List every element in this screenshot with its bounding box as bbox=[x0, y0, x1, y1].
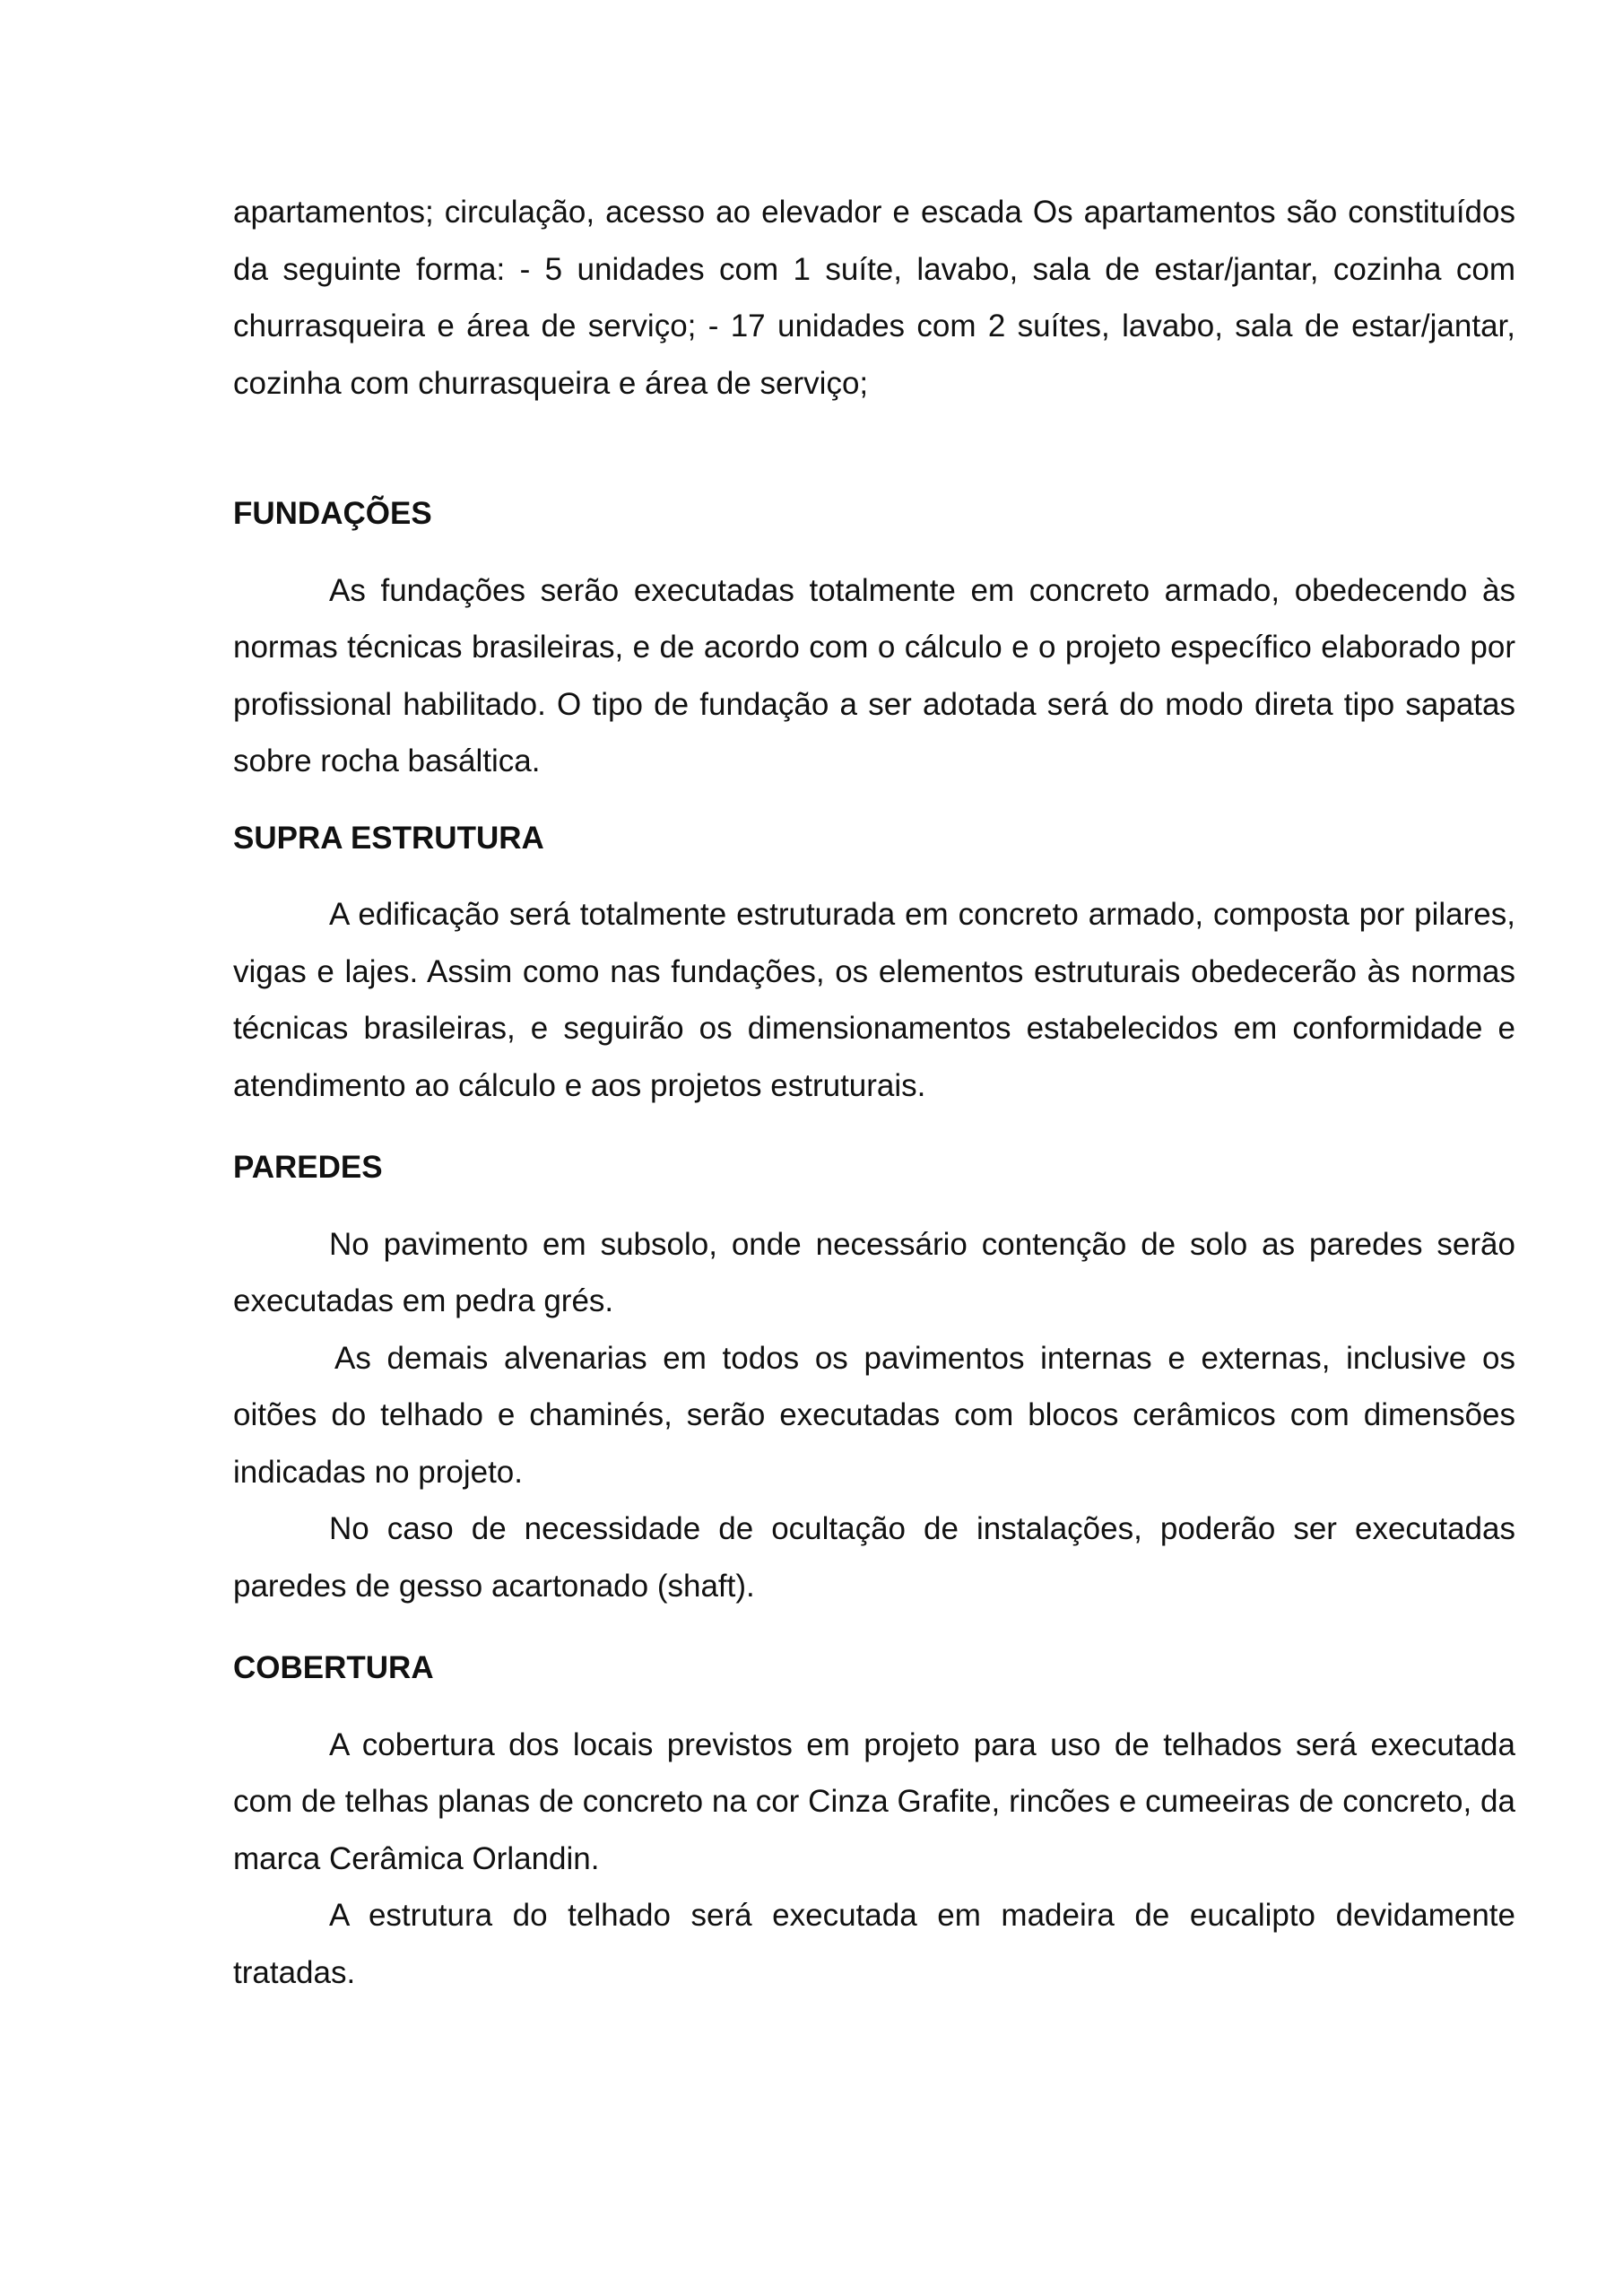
cobertura-paragraph-1: A cobertura dos locais previstos em projeto para uso de telhados será executada com de telhas planas de concreto na cor Cinza Grafite, rincões e cumeeiras de concreto, da marca Cerâmica Orlandin. bbox=[233, 1726, 1515, 1876]
paredes-paragraph-3: No caso de necessidade de ocultação de instalações, poderão ser executadas paredes de gesso acartonado (shaft). bbox=[233, 1511, 1515, 1604]
section-heading-supra-estrutura: SUPRA ESTRUTURA bbox=[233, 820, 544, 856]
cobertura-paragraph-2: A estrutura do telhado será executada em madeira de eucalipto devidamente tratadas. bbox=[233, 1898, 1515, 1990]
supra-estrutura-paragraph: A edificação será totalmente estruturada em concreto armado, composta por pilares, vigas e lajes. Assim como nas fundações, os elementos estruturais obedecerão às normas técnicas brasileiras, e seguirão os dimensionamentos estabelecidos em conformidade e atendimento ao cálculo e aos projetos estruturais. bbox=[233, 897, 1515, 1103]
intro-paragraph: apartamentos; circulação, acesso ao elevador e escada Os apartamentos são constituídos da seguinte forma: - 5 unidades com 1 suíte, lavabo, sala de estar/jantar, cozinha com churrasqueira e área de serviço; - 17 unidades com 2 suítes, lavabo, sala de estar/jantar, cozinha com churrasqueira e área de serviço; bbox=[233, 195, 1515, 401]
section-heading-cobertura: COBERTURA bbox=[233, 1650, 434, 1685]
document-page bbox=[233, 184, 1515, 2001]
paredes-paragraph-1: No pavimento em subsolo, onde necessário contenção de solo as paredes serão executadas em pedra grés. bbox=[233, 1226, 1515, 1318]
section-heading-paredes: PAREDES bbox=[233, 1150, 383, 1185]
fundacoes-paragraph: As fundações serão executadas totalmente em concreto armado, obedecendo às normas técnicas brasileiras, e de acordo com o cálculo e o projeto específico elaborado por profissional habilitado. O tipo de fundação a ser adotada será do modo direta tipo sapatas sobre rocha basáltica. bbox=[233, 572, 1515, 778]
section-heading-fundacoes: FUNDAÇÕES bbox=[233, 496, 432, 531]
paredes-paragraph-2: As demais alvenarias em todos os pavimentos internas e externas, inclusive os oitões do telhado e chaminés, serão executadas com blocos cerâmicos com dimensões indicadas no projeto. bbox=[233, 1340, 1515, 1490]
